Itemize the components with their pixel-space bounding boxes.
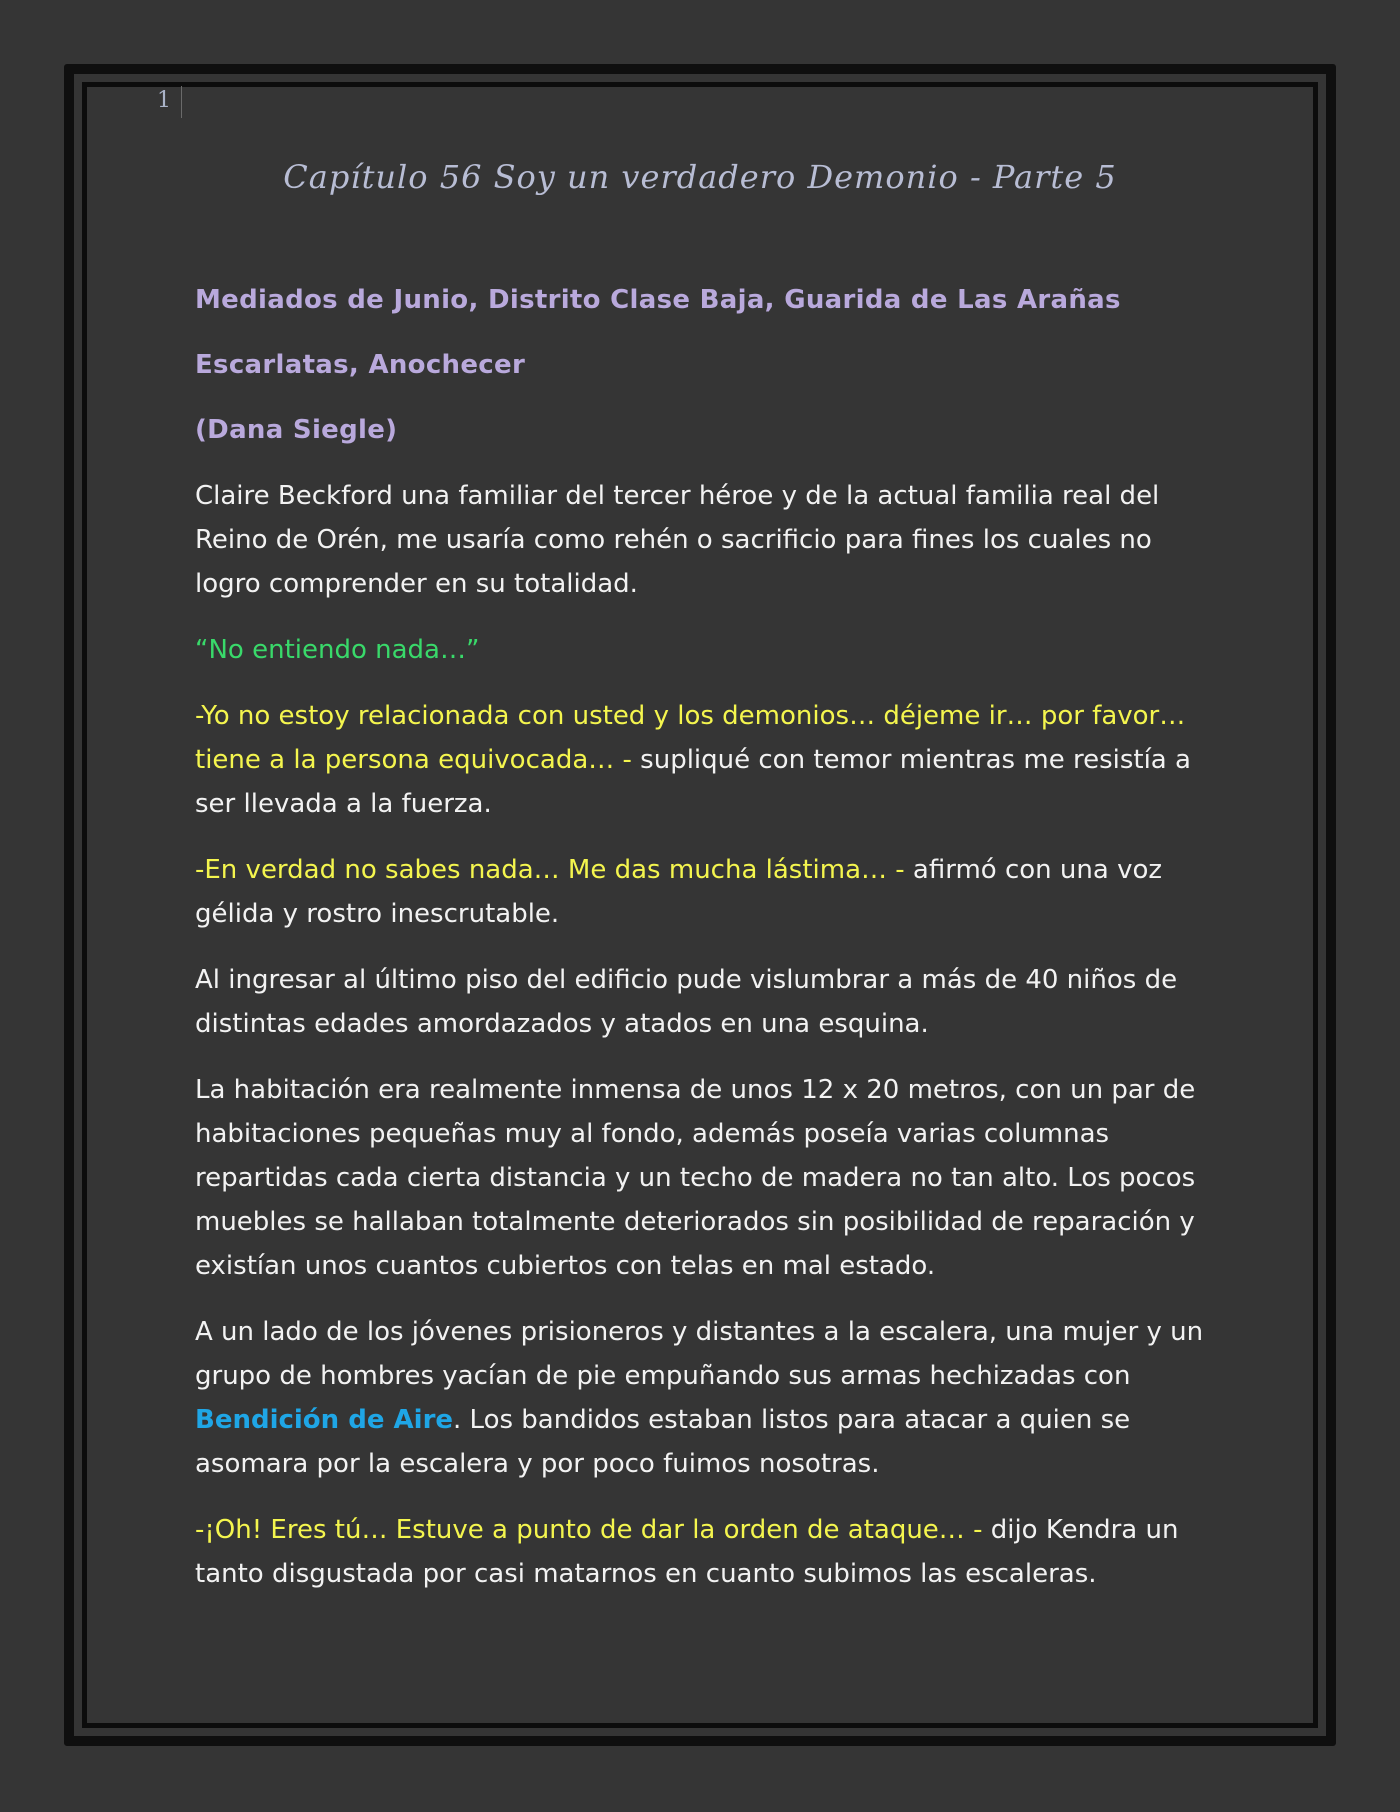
dialogue-text: -Yo no estoy relacionada con usted y los demonios… déjeme ir… por favor… tiene a la persona equivocada… - (195, 701, 1186, 775)
narration-text: A un lado de los jóvenes prisioneros y distantes a la escalera, una mujer y un grupo de hombres yacían de pie empuñando sus armas hechizadas con (195, 1317, 1204, 1391)
narration-text: afirmó con una voz gélida y rostro inescrutable. (195, 855, 1163, 929)
paragraph-1: Claire Beckford una familiar del tercer héroe y de la actual familia real del Reino de Orén, me usaría como rehén o sacrificio para fines los cuales no logro comprender en su totalidad. (195, 481, 1160, 599)
document-body (195, 278, 1210, 1618)
paragraph-8 (195, 1508, 1210, 1596)
dialogue-text: -¡Oh! Eres tú… Estuve a punto de dar la orden de ataque… - (195, 1515, 983, 1545)
paragraph-3 (195, 694, 1210, 826)
setting-line-1: Mediados de Junio, Distrito Clase Baja, Guarida de Las Arañas (195, 285, 1121, 315)
paragraph-4 (195, 848, 1210, 936)
paragraph-5: Al ingresar al último piso del edificio pude vislumbrar a más de 40 niños de distintas edades amordazados y atados en una esquina. (195, 965, 1178, 1039)
setting-line-2: Escarlatas, Anochecer (195, 350, 526, 380)
spell-name: Bendición de Aire (195, 1405, 454, 1435)
narration-text: . Los bandidos estaban listos para atacar a quien se asomara por la escalera y por poco fuimos nosotras. (195, 1405, 1131, 1479)
paragraph-thought: “No entiendo nada…” (195, 635, 480, 665)
paragraph-7 (195, 1310, 1210, 1486)
narrator-label: (Dana Siegle) (195, 415, 398, 445)
narration-text: supliqué con temor mientras me resistía a ser llevada a la fuerza. (195, 745, 1191, 819)
text-cursor (181, 86, 182, 118)
page-number: 1 (157, 88, 171, 113)
narration-text: dijo Kendra un tanto disgustada por casi matarnos en cuanto subimos las escaleras. (195, 1515, 1179, 1589)
dialogue-text: -En verdad no sabes nada… Me das mucha lástima… - (195, 855, 905, 885)
chapter-title: Capítulo 56 Soy un verdadero Demonio - Parte 5 (283, 158, 1117, 196)
paragraph-6: La habitación era realmente inmensa de unos 12 x 20 metros, con un par de habitaciones pequeñas muy al fondo, además poseía varias columnas repartidas cada cierta distancia y un techo de madera no tan alto. Los pocos muebles se hallaban totalmente deteriorados sin posibilidad de reparación y existían unos cuantos cubiertos con telas en mal estado. (195, 1075, 1196, 1281)
